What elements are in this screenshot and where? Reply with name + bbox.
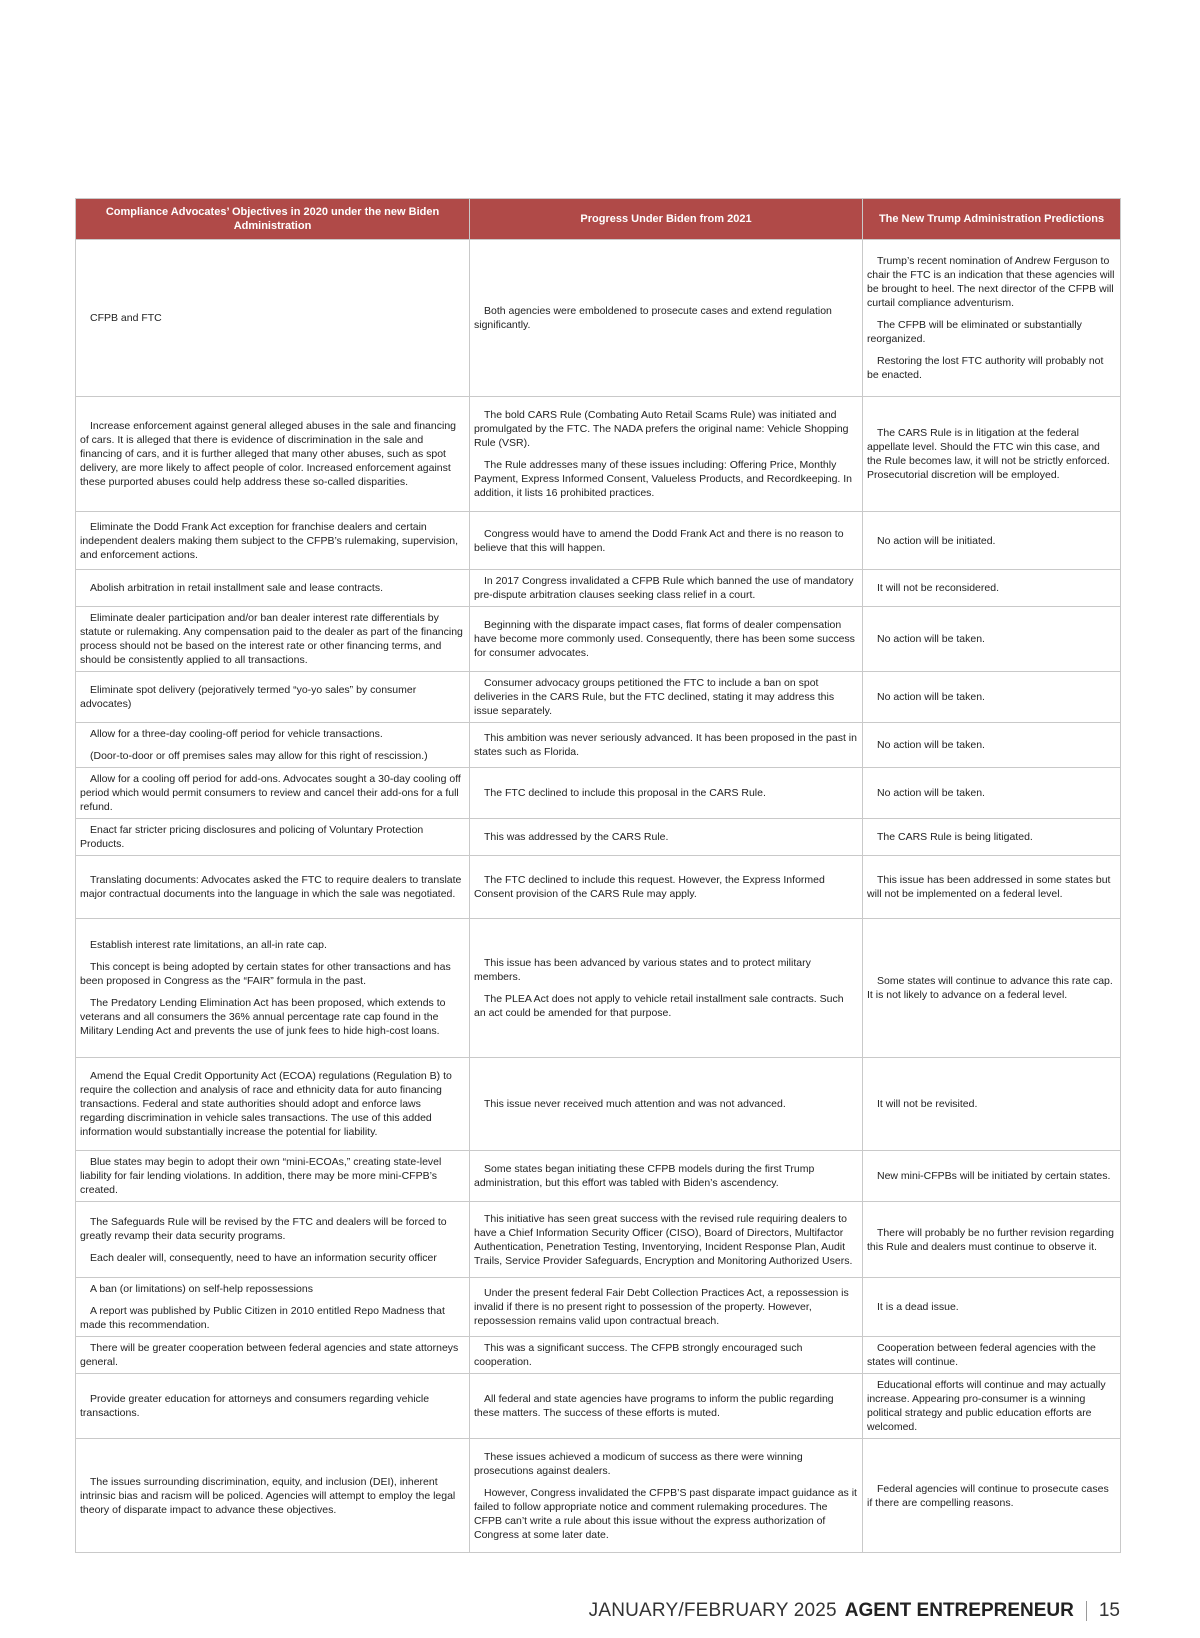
progress-cell (470, 1278, 863, 1337)
progress-cell (470, 1439, 863, 1553)
table-row (76, 607, 1121, 672)
objective-cell (76, 1439, 470, 1553)
page-number: 15 (1098, 1600, 1120, 1621)
cell-paragraph: Eliminate dealer participation and/or ban dealer interest rate differentials by statute or rulemaking. Any compensation paid to the dealer as part of the financing process should not be based on the interest rate or other financing terms, and should be consistently applied to all transactions. (80, 612, 463, 666)
prediction-cell (863, 1439, 1121, 1553)
cell-paragraph: No action will be taken. (877, 739, 985, 751)
cell-paragraph: The bold CARS Rule (Combating Auto Retail Scams Rule) was initiated and promulgated by the FTC. The NADA prefers the original name: Vehicle Shopping Rule (VSR). (474, 409, 849, 449)
progress-cell (470, 512, 863, 570)
cell-paragraph: This was a significant success. The CFPB strongly encouraged such cooperation. (474, 1342, 803, 1368)
header-progress: Progress Under Biden from 2021 (470, 199, 863, 240)
objective-cell (76, 919, 470, 1058)
table-row (76, 240, 1121, 397)
progress-cell (470, 723, 863, 768)
table-row (76, 919, 1121, 1058)
progress-cell (470, 1374, 863, 1439)
prediction-cell (863, 240, 1121, 397)
cell-paragraph: There will probably be no further revision regarding this Rule and dealers must continue to observe it. (867, 1226, 1114, 1253)
table-body (76, 240, 1121, 1553)
objective-cell (76, 1278, 470, 1337)
header-objectives: Compliance Advocates’ Objectives in 2020 under the new Biden Administration (76, 199, 470, 240)
cell-paragraph: Educational efforts will continue and may actually increase. Appearing pro-consumer is a winning political strategy and public education efforts are welcomed. (867, 1379, 1106, 1433)
prediction-cell (863, 819, 1121, 856)
prediction-cell (863, 1374, 1121, 1439)
cell-paragraph: A report was published by Public Citizen in 2010 entitled Repo Madness that made this recommendation. (80, 1305, 445, 1331)
cell-paragraph: It will not be reconsidered. (877, 582, 999, 594)
cell-paragraph: This issue never received much attention and was not advanced. (484, 1098, 786, 1110)
cell-paragraph: Allow for a cooling off period for add-ons. Advocates sought a 30-day cooling off period which would permit consumers to review and cancel their add-ons for a full refund. (80, 773, 461, 813)
cell-paragraph: Provide greater education for attorneys and consumers regarding vehicle transactions. (80, 1393, 430, 1419)
cell-paragraph: Each dealer will, consequently, need to have an information security officer (90, 1251, 437, 1264)
cell-paragraph: No action will be taken. (877, 691, 985, 703)
cell-paragraph: Translating documents: Advocates asked the FTC to require dealers to translate major contractual documents into the language in which the sale was negotiated. (80, 874, 462, 900)
prediction-cell (863, 919, 1121, 1058)
cell-paragraph: Some states began initiating these CFPB models during the first Trump administration, but this effort was tabled with Biden’s ascendency. (474, 1163, 815, 1189)
cell-paragraph: This concept is being adopted by certain states for other transactions and has been proposed in Congress as the “FAIR” formula in the past. (80, 961, 451, 987)
progress-cell (470, 1058, 863, 1151)
cell-paragraph: These issues achieved a modicum of success as there were winning prosecutions against dealers. (474, 1450, 803, 1477)
progress-cell (470, 819, 863, 856)
objective-cell (76, 607, 470, 672)
objective-cell (76, 768, 470, 819)
page-footer (589, 1600, 1120, 1622)
objective-cell (76, 570, 470, 607)
cell-paragraph: Both agencies were emboldened to prosecute cases and extend regulation significantly. (474, 305, 832, 331)
prediction-cell (863, 1337, 1121, 1374)
prediction-cell (863, 570, 1121, 607)
cell-paragraph: No action will be initiated. (877, 534, 996, 547)
prediction-cell (863, 1202, 1121, 1278)
cell-paragraph: In 2017 Congress invalidated a CFPB Rule which banned the use of mandatory pre-dispute arbitration clauses seeking class relief in a court. (474, 575, 854, 601)
progress-cell (470, 397, 863, 512)
cell-paragraph: Eliminate spot delivery (pejoratively termed “yo-yo sales” by consumer advocates) (80, 684, 417, 710)
prediction-cell (863, 768, 1121, 819)
objective-cell (76, 723, 470, 768)
progress-cell (470, 768, 863, 819)
cell-paragraph: Enact far stricter pricing disclosures and policing of Voluntary Protection Products. (80, 824, 424, 850)
cell-paragraph: A ban (or limitations) on self-help repossessions (90, 1283, 313, 1295)
cell-paragraph: New mini-CFPBs will be initiated by certain states. (877, 1170, 1111, 1182)
cell-paragraph: It will not be revisited. (877, 1098, 978, 1110)
table-row (76, 1151, 1121, 1202)
prediction-cell (863, 723, 1121, 768)
table-row (76, 723, 1121, 768)
objective-cell (76, 856, 470, 919)
cell-paragraph: Blue states may begin to adopt their own “mini-ECOAs,” creating state-level liability for fair lending violations. In addition, there may be more mini-CFPB’s created. (80, 1156, 442, 1196)
cell-paragraph: Trump’s recent nomination of Andrew Ferguson to chair the FTC is an indication that these agencies will be brought to heel. The next director of the CFPB will curtail compliance adventurism. (867, 255, 1115, 309)
progress-cell (470, 919, 863, 1058)
cell-paragraph: This ambition was never seriously advanced. It has been proposed in the past in states such as Florida. (474, 732, 857, 758)
table-row (76, 819, 1121, 856)
cell-paragraph: (Door-to-door or off premises sales may allow for this right of rescission.) (90, 750, 428, 762)
table-row (76, 397, 1121, 512)
magazine-title: AGENT ENTREPRENEUR (844, 1600, 1074, 1621)
objective-cell (76, 240, 470, 397)
prediction-cell (863, 856, 1121, 919)
prediction-cell (863, 1151, 1121, 1202)
cell-paragraph: Increase enforcement against general alleged abuses in the sale and financing of cars. It is alleged that there is evidence of discrimination in the sale and financing of cars, and it is further alleged that many other abuses, such as spot delivery, are more likely to affect people of color. Increased enforcement against these purported abuses could help address these so-called disparities. (80, 420, 456, 488)
cell-paragraph: The Safeguards Rule will be revised by the FTC and dealers will be forced to greatly revamp their data security programs. (80, 1215, 447, 1242)
objective-cell (76, 1337, 470, 1374)
cell-paragraph: The CFPB will be eliminated or substantially reorganized. (867, 319, 1082, 345)
prediction-cell (863, 672, 1121, 723)
prediction-cell (863, 397, 1121, 512)
cell-paragraph: The FTC declined to include this request. However, the Express Informed Consent provision of the CARS Rule may apply. (474, 874, 825, 900)
table-row (76, 1337, 1121, 1374)
objective-cell (76, 397, 470, 512)
progress-cell (470, 672, 863, 723)
progress-cell (470, 1337, 863, 1374)
progress-cell (470, 1202, 863, 1278)
objective-cell (76, 1374, 470, 1439)
cell-paragraph: No action will be taken. (877, 633, 985, 645)
cell-paragraph: All federal and state agencies have programs to inform the public regarding these matters. The success of these efforts is muted. (474, 1393, 834, 1419)
objective-cell (76, 1058, 470, 1151)
cell-paragraph: It is a dead issue. (877, 1301, 959, 1313)
cell-paragraph: The FTC declined to include this proposal in the CARS Rule. (484, 787, 766, 799)
progress-cell (470, 856, 863, 919)
cell-paragraph: There will be greater cooperation between federal agencies and state attorneys general. (80, 1342, 459, 1368)
prediction-cell (863, 607, 1121, 672)
objective-cell (76, 672, 470, 723)
cell-paragraph: Federal agencies will continue to prosecute cases if there are compelling reasons. (867, 1482, 1109, 1509)
cell-paragraph: CFPB and FTC (90, 312, 162, 324)
objective-cell (76, 819, 470, 856)
footer-divider (1086, 1601, 1087, 1621)
progress-cell (470, 1151, 863, 1202)
table-row (76, 1058, 1121, 1151)
cell-paragraph: No action will be taken. (877, 787, 985, 799)
cell-paragraph: Cooperation between federal agencies with the states will continue. (867, 1342, 1096, 1368)
cell-paragraph: Consumer advocacy groups petitioned the FTC to include a ban on spot deliveries in the CARS Rule, but the FTC declined, stating it may address this issue separately. (474, 677, 835, 717)
cell-paragraph: This initiative has seen great success with the revised rule requiring dealers to have a Chief Information Security Officer (CISO), Board of Directors, Multifactor Authentication, Penetration Testing, Inventorying, Incident Response Plan, Audit Trails, Service Provider Safeguards, Encryption and Monitoring Authorized Users. (474, 1212, 853, 1267)
cell-paragraph: The CARS Rule is being litigated. (877, 831, 1033, 843)
table-row (76, 768, 1121, 819)
cell-paragraph: Allow for a three-day cooling-off period for vehicle transactions. (90, 728, 383, 740)
prediction-cell (863, 1278, 1121, 1337)
cell-paragraph: Abolish arbitration in retail installment sale and lease contracts. (90, 582, 383, 594)
table-row (76, 1278, 1121, 1337)
table-row (76, 856, 1121, 919)
cell-paragraph: Amend the Equal Credit Opportunity Act (ECOA) regulations (Regulation B) to require the collection and analysis of race and ethnicity data for auto financing transactions. Federal and state authorities should adopt and enforce laws regarding discrimination in vehicle sales transactions. The use of this added information would substantially increase the potential for liability. (80, 1070, 452, 1138)
table-header-row (76, 199, 1121, 240)
table-row (76, 1202, 1121, 1278)
table-row (76, 570, 1121, 607)
cell-paragraph: This was addressed by the CARS Rule. (484, 831, 669, 843)
table-row (76, 512, 1121, 570)
progress-cell (470, 607, 863, 672)
cell-paragraph: Eliminate the Dodd Frank Act exception for franchise dealers and certain independent dealers making them subject to the CFPB’s rulemaking, supervision, and enforcement actions. (80, 520, 459, 561)
header-predictions: The New Trump Administration Predictions (863, 199, 1121, 240)
prediction-cell (863, 1058, 1121, 1151)
table-row (76, 1374, 1121, 1439)
table-row (76, 672, 1121, 723)
cell-paragraph: Under the present federal Fair Debt Collection Practices Act, a repossession is invalid if there is no present right to possession of the property. However, repossession remains valid upon contractual breach. (474, 1287, 849, 1327)
cell-paragraph: The Predatory Lending Elimination Act has been proposed, which extends to veterans and all consumers the 36% annual percentage rate cap found in the Military Lending Act and prevents the use of junk fees to hide high-cost loans. (80, 997, 446, 1037)
cell-paragraph: Congress would have to amend the Dodd Frank Act and there is no reason to believe that this will happen. (474, 527, 844, 554)
cell-paragraph: The CARS Rule is in litigation at the federal appellate level. Should the FTC win this case, and the Rule becomes law, it will not be strictly enforced. Prosecutorial discretion will be employed. (867, 427, 1110, 481)
progress-cell (470, 570, 863, 607)
progress-cell (470, 240, 863, 397)
cell-paragraph: The issues surrounding discrimination, equity, and inclusion (DEI), inherent intrinsic bias and racism will be policed. Agencies will attempt to employ the legal theory of disparate impact to advance these objectives. (80, 1475, 456, 1516)
objective-cell (76, 512, 470, 570)
objective-cell (76, 1151, 470, 1202)
cell-paragraph: Some states will continue to advance this rate cap. It is not likely to advance on a federal level. (867, 975, 1113, 1001)
cell-paragraph: Restoring the lost FTC authority will probably not be enacted. (867, 355, 1104, 381)
objective-cell (76, 1202, 470, 1278)
cell-paragraph: The PLEA Act does not apply to vehicle retail installment sale contracts. Such an act could be amended for that purpose. (474, 993, 844, 1019)
cell-paragraph: However, Congress invalidated the CFPB’S past disparate impact guidance as it failed to follow appropriate notice and comment rulemaking procedures. The CFPB can’t write a rule about this issue without the express authorization of Congress at some later date. (474, 1486, 857, 1541)
cell-paragraph: Beginning with the disparate impact cases, flat forms of dealer compensation have become more commonly used. Consequently, there has been some success for consumer advocates. (474, 619, 855, 659)
cell-paragraph: This issue has been addressed in some states but will not be implemented on a federal level. (867, 874, 1111, 900)
issue-date: JANUARY/FEBRUARY 2025 (588, 1600, 837, 1621)
comparison-table (75, 198, 1121, 1553)
table-row (76, 1439, 1121, 1553)
cell-paragraph: The Rule addresses many of these issues including: Offering Price, Monthly Payment, Express Informed Consent, Valueless Products, and Recordkeeping. In addition, it lists 16 prohibited practices. (474, 459, 853, 499)
cell-paragraph: Establish interest rate limitations, an all-in rate cap. (90, 939, 327, 951)
cell-paragraph: This issue has been advanced by various states and to protect military members. (474, 957, 811, 983)
prediction-cell (863, 512, 1121, 570)
